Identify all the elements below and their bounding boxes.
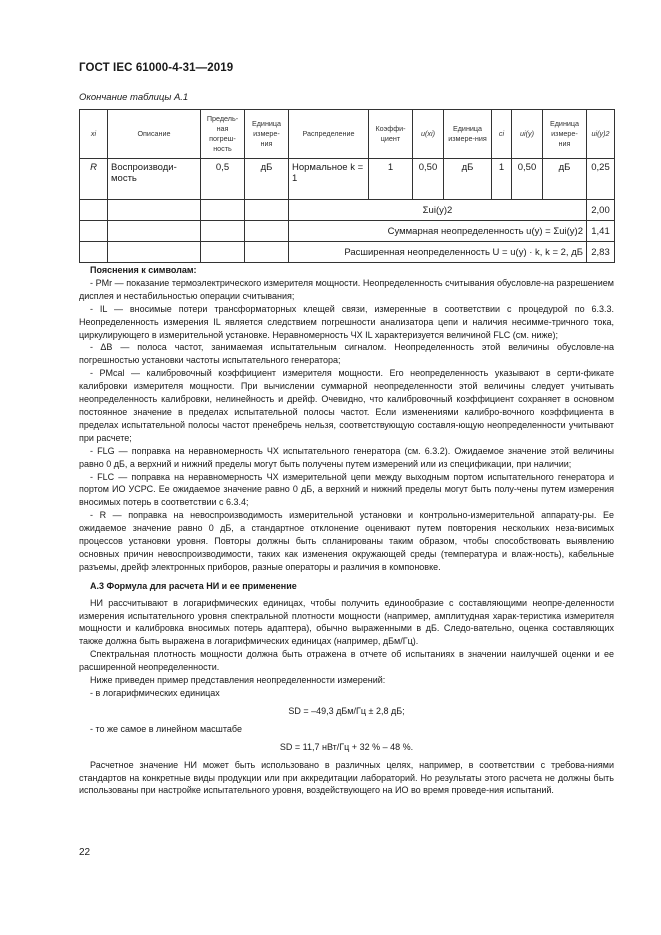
note-item: - PMcal — калибровочный коэффициент измерителя мощности. Его неопределенность указывают в серти-фикате калибровки измерителя мощности. При вычислении суммарной неопределенности этой величины следует учитывать неопределенность калибровки, нелинейность и дрейф. Очевидно, что калибровочный коэффициент сохраняет в основном постоянное значение в пределах испытательной полосы частот. Если изменениями калибро-вочного коэффициента в пределах испытательной полосы частот пренебречь нельзя, соответствующую составля-ющую неопределенности учитывают при расчете; <box>79 368 614 443</box>
section-heading: А.3 Формула для расчета НИ и ее применение <box>90 580 297 591</box>
note-item: - ΔB — полоса частот, занимаемая испытательным сигналом. Неопределенность этой величины обусловле-на погрешностью установки частоты испытательного генератора; <box>79 342 614 366</box>
col-header-uxi: u(xi) <box>413 110 444 159</box>
note-item: - IL — вносимые потери трансформаторных клещей связи, измеренные в соответствии с процедурой по 6.3.3. Неопределенность измерения IL является следствием погрешности анализатора цепи и наличия несимме-тричного тока, циркулирующего в измерительной установке. Неравномерность ЧХ IL характеризуется величиной FLC (см. ниже); <box>79 303 614 340</box>
note-item: - R — поправка на невоспроизводимость измерительной установки и контрольно-измерительной аппарату-ры. Ее ожидаемое значение равно 0 дБ, а стандартное отклонение оценивают путем повторения нескольких неза-висимых процессов установки уровня. Повторы должны быть спланированы таким образом, чтобы способствовать выявлению основных причин невоспроизводимости, таких как изменения окружающей среды (температура и влаж-ность), кабельные разъемы, дрейф электронных приборов, разные операторы и различия в компоновке. <box>79 510 614 572</box>
paragraph: - в логарифмических единицах <box>90 688 220 698</box>
cell-distribution: Нормальное k = 1 <box>289 159 369 200</box>
col-header-uiy2: ui(y)2 <box>587 110 615 159</box>
cell-description: Воспроизводи-мость <box>108 159 201 200</box>
summary-row <box>80 221 615 242</box>
col-header-unit-3: Единица измере-ния <box>543 110 587 159</box>
cell-unit: дБ <box>245 159 289 200</box>
paragraph: Спектральная плотность мощности должна быть отражена в отчете об испытаниях в значении наилучшей оценки и ее расширенной неопределенности. <box>79 649 614 673</box>
col-header-coeff: Коэффи-циент <box>369 110 413 159</box>
uncertainty-table <box>79 109 615 263</box>
summary-value: 2,00 <box>587 200 615 221</box>
notes-section <box>79 264 614 797</box>
col-header-xi: xi <box>80 110 108 159</box>
paragraph: Расчетное значение НИ может быть использовано в различных целях, например, в соответствии с требова-ниями стандартов на конкретные виды продукции или при аккредитации лабораторий. Но результаты этого расчета не должны быть использованы при настройке испытательного уровня, воздействующего на ИО во время проведе-ния испытаний. <box>79 759 614 796</box>
paragraph: - то же самое в линейном масштабе <box>90 723 242 734</box>
cell-xi: R <box>80 159 108 200</box>
note-item: - FLC — поправка на неравномерность ЧХ измерительной цепи между выходным портом испытательного генератора и портом ИО УСРС. Ее ожидаемое значение равно 0 дБ, а верхний и нижний пределы могут быть полу-чены путем измерения вносимых потерь в соответствии с 6.3.4; <box>79 471 614 508</box>
formula-linear: SD = 11,7 нВт/Гц + 32 % – 48 %. <box>279 741 414 752</box>
col-header-ci: ci <box>492 110 512 159</box>
summary-value: 1,41 <box>587 221 615 242</box>
cell-uxi: 0,50 <box>413 159 444 200</box>
cell-ci: 1 <box>492 159 512 200</box>
summary-value: 2,83 <box>587 242 615 263</box>
summary-label: Расширенная неопределенность U = u(y) · k, k = 2, дБ <box>289 242 587 263</box>
col-header-unit-2: Единица измере-ния <box>444 110 492 159</box>
cell-uiy2: 0,25 <box>587 159 615 200</box>
page-number: 22 <box>79 847 91 858</box>
notes-title: Пояснения к символам: <box>90 265 197 275</box>
table-caption: Окончание таблицы A.1 <box>79 92 189 103</box>
paragraph: Ниже приведен пример представления неопределенности измерений: <box>90 675 386 686</box>
col-header-unit: Единица измере-ния <box>245 110 289 159</box>
table-header-row <box>80 110 615 159</box>
cell-unit-2: дБ <box>444 159 492 200</box>
col-header-description: Описание <box>108 110 201 159</box>
summary-label: Σui(y)2 <box>289 200 587 221</box>
note-item: - PMr — показание термоэлектрического измерителя мощности. Неопределенность считывания обусловле-на разрешением дисплея и нестабильностью операции считывания; <box>79 277 614 301</box>
cell-uiy: 0,50 <box>512 159 543 200</box>
document-code: ГОСТ IEC 61000-4-31—2019 <box>79 62 234 74</box>
cell-unit-3: дБ <box>543 159 587 200</box>
summary-label: Суммарная неопределенность u(y) = Σui(y)2 <box>289 221 587 242</box>
summary-row <box>80 242 615 263</box>
formula-log: SD = –49,3 дБм/Гц ± 2,8 дБ; <box>288 705 405 716</box>
cell-limit: 0,5 <box>201 159 245 200</box>
table-row <box>80 159 615 200</box>
cell-coeff: 1 <box>369 159 413 200</box>
summary-row <box>80 200 615 221</box>
col-header-uiy: ui(y) <box>512 110 543 159</box>
col-header-distribution: Распределение <box>289 110 369 159</box>
paragraph: НИ рассчитывают в логарифмических единицах, чтобы получить единообразие с составляющими неопре-деленности измерения испытательного уровня спектральной плотности мощности (например, амплитудная харак-теристика измерителя мощности и калибровка вносимых потерь адаптера), обычно выраженными в дБ. Следо-вательно, оценка составляющих также должна быть выражена в логарифмических единицах (например, дБм/Гц). <box>79 597 614 647</box>
note-item: - FLG — поправка на неравномерность ЧХ испытательного генератора (см. 6.3.2). Ожидаемое значение этой величины равно 0 дБ, а верхний и нижний пределы могут быть получены путем измерений или из спецификации, при наличии; <box>79 445 614 469</box>
col-header-limit: Предель-ная погреш-ность <box>201 110 245 159</box>
